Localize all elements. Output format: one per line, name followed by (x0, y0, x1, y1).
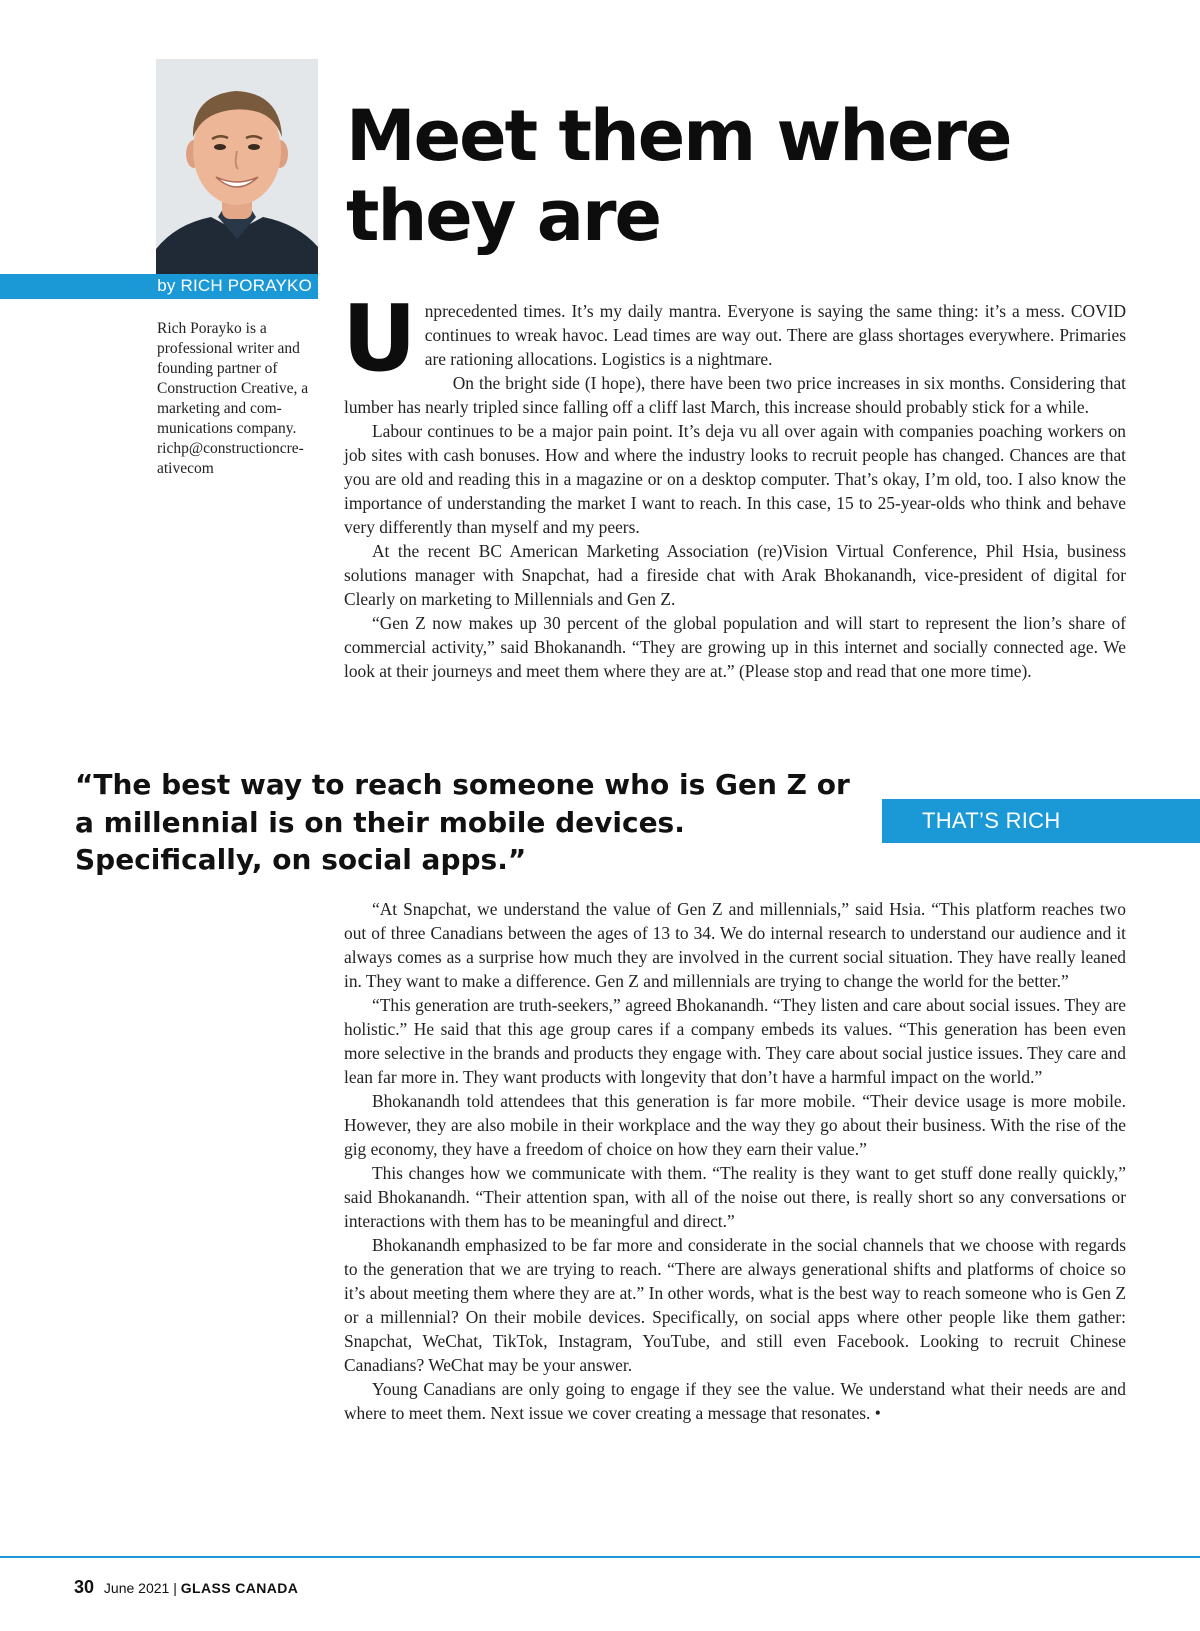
body-paragraph: Young Canadians are only going to engage if they see the value. We understand what their needs are and where to meet them. Next issue we cover creating a message that resonates. • (344, 1379, 1126, 1423)
section-tag (882, 799, 1200, 843)
body-paragraph: On the bright side (I hope), there have been two price increases in six months. Considering that lumber has nearly tripled since falling off a cliff last March, this increase should probably stick for a while. (344, 373, 1126, 417)
author-bio (157, 319, 321, 479)
body-paragraph: “Gen Z now makes up 30 percent of the global population and will start to represent the lion’s share of commercial activity,” said Bhokanandh. “They are growing up in this internet and socially connected age. We look at their journeys and meet them where they are at.” (Please stop and read that one more time). (344, 613, 1126, 681)
body-paragraph: At the recent BC American Marketing Association (re)Vision Virtual Conference, Phil Hsia, business solutions manager with Snapchat, had a fireside chat with Arak Bhokanandh, vice-president of digital for Clearly on marketing to Millennials and Gen Z. (344, 541, 1126, 609)
article-body-part1 (342, 285, 1126, 683)
author-bio-text: Rich Porayko is a professional writer and founding partner of Construction Creative, a marketing and communications company. richp@constructioncreativecom (157, 320, 309, 477)
body-paragraph: Bhokanandh told attendees that this generation is far more mobile. “Their device usage is more mobile. However, they are also mobile in their workplace and the way they go about their business. With the rise of the gig economy, they have a freedom of choice on how they earn their value.” (344, 1091, 1126, 1159)
article-title: Meet them where they are (346, 95, 1011, 257)
magazine-name: GLASS CANADA (180, 1580, 299, 1596)
byline-bar (0, 274, 318, 299)
body-paragraph: Bhokanandh emphasized to be far more and considerate in the social channels that we choose with regards to the generation that we are trying to reach. “There are always generational shifts and platforms of choice so it’s about meeting them where they are at.” In other words, what is the best way to reach someone who is Gen Z or a millennial? On their mobile devices. Specifically, on social apps where other people like them gather: Snapchat, WeChat, TikTok, Instagram, YouTube, and still even Facebook. Looking to recruit Chinese Canadians? WeChat may be your answer. (344, 1235, 1126, 1375)
body-paragraph: “At Snapchat, we understand the value of Gen Z and millennials,” said Hsia. “This platform reaches two out of three Canadians between the ages of 13 to 34. We do internal research to understand our audience and it always comes as a surprise how much they are involved in the current social situation. They have really leaned in. They want to make a difference. Gen Z and millennials are trying to change the world for the better.” (344, 899, 1126, 991)
byline: by RICH PORAYKO (157, 276, 312, 295)
lead-paragraph (342, 285, 1126, 392)
body-paragraph: “This generation are truth-seekers,” agreed Bhokanandh. “They listen and care about social issues. They are holistic.” He said that this age group cares if a company embeds its values. “This generation has been even more selective in the brands and products they engage with. They care about social justice issues. They care and lean far more in. They want products with longevity that don’t have a harmful impact on the world.” (344, 995, 1126, 1087)
article-body-part2 (344, 897, 1126, 1425)
page-footer (74, 1577, 298, 1598)
lead-paragraph-text: nprecedented times. It’s my daily mantra. Everyone is saying the same thing: it’s a mess. COVID continues to wreak havoc. Lead times are way out. There are glass shortages everywhere. Primaries are rationing allocations. Logistics is a nightmare. (424, 301, 1126, 369)
issue-date: June 2021 | (103, 1580, 177, 1596)
body-paragraph: This changes how we communicate with them. “The reality is they want to get stuff done really quickly,” said Bhokanandh. “Their attention span, with all of the noise out there, is really short so any conversations or interactions with them has to be meaningful and direct.” (344, 1163, 1126, 1231)
drop-cap: U (342, 285, 417, 392)
footer-divider (0, 1556, 1200, 1558)
author-photo (156, 59, 318, 277)
page-number: 30 (74, 1577, 95, 1597)
section-tag-label: THAT’S RICH (922, 808, 1061, 833)
body-paragraph: Labour continues to be a major pain point. It’s deja vu all over again with companies poaching workers on job sites with cash bonuses. How and where the industry looks to recruit people has changed. Chances are that you are old and reading this in a magazine or on a desktop computer. That’s okay, I’m old, too. I also know the importance of understanding the market I want to reach. In this case, 15 to 25-year-olds who think and behave very differently than myself and my peers. (344, 421, 1126, 537)
author-portrait-image (156, 59, 318, 277)
pull-quote: “The best way to reach someone who is Gen Z or a millennial is on their mobile devices. Specifically, on social apps.” (75, 768, 850, 876)
